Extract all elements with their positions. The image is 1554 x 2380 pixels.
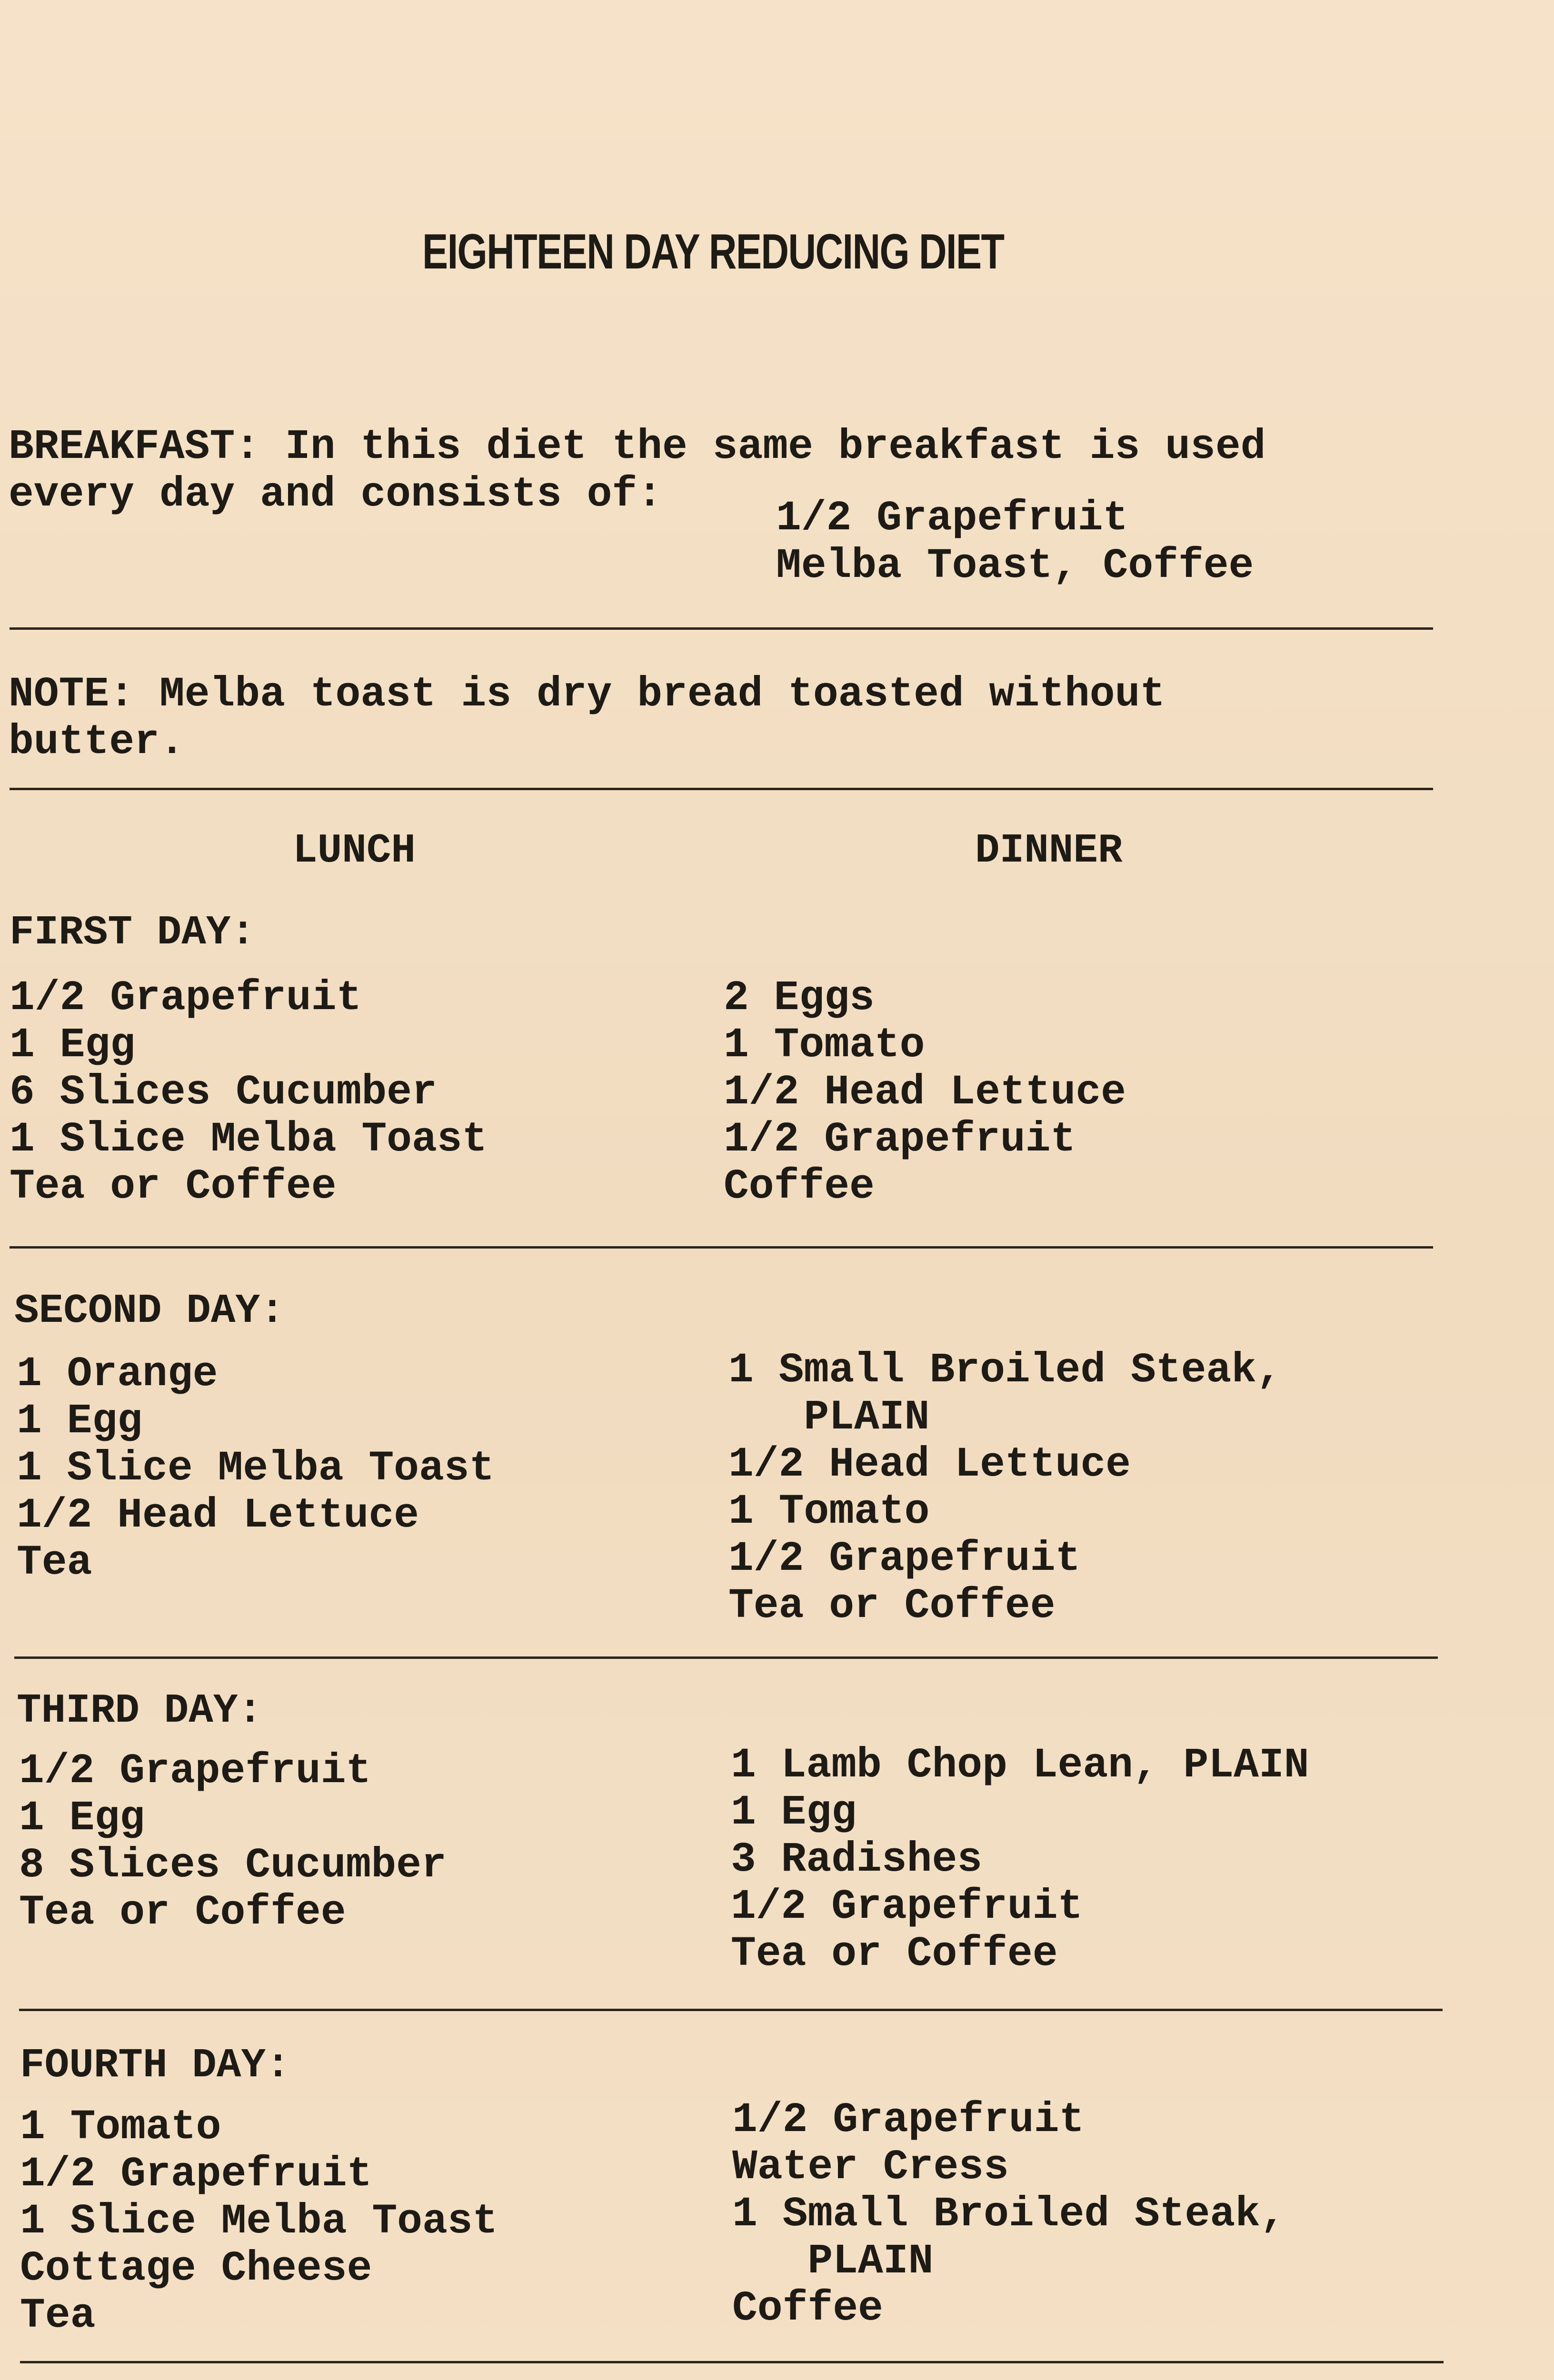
breakfast-item: Melba Toast, Coffee bbox=[776, 543, 1254, 590]
list-item: 1 Tomato bbox=[724, 1022, 925, 1069]
list-item: 1/2 Head Lettuce bbox=[728, 1441, 1131, 1488]
divider bbox=[14, 1656, 1438, 1659]
list-item: PLAIN bbox=[728, 1394, 930, 1441]
list-item: 1/2 Grapefruit bbox=[724, 1116, 1076, 1163]
dinner-list bbox=[724, 975, 1126, 1210]
day-title: FIRST DAY: bbox=[10, 909, 256, 956]
list-item: 1/2 Grapefruit bbox=[10, 975, 362, 1022]
list-item: Cottage Cheese bbox=[20, 2245, 372, 2292]
list-item: PLAIN bbox=[732, 2238, 934, 2285]
list-item: 1 Slice Melba Toast bbox=[20, 2198, 498, 2245]
list-item: 1 Egg bbox=[19, 1795, 145, 1842]
list-item: 1 Egg bbox=[17, 1398, 143, 1445]
list-item: Tea or Coffee bbox=[19, 1889, 346, 1936]
list-item: Coffee bbox=[724, 1163, 875, 1210]
dinner-list bbox=[732, 2097, 1285, 2332]
list-item: 1 Small Broiled Steak, bbox=[732, 2191, 1285, 2238]
list-item: Tea or Coffee bbox=[728, 1583, 1056, 1630]
list-item: Tea or Coffee bbox=[10, 1163, 337, 1210]
day-title: FOURTH DAY: bbox=[20, 2042, 290, 2089]
list-item: 1/2 Head Lettuce bbox=[724, 1069, 1126, 1116]
divider bbox=[19, 2009, 1443, 2011]
list-item: 1 Tomato bbox=[20, 2104, 221, 2151]
list-item: 1/2 Grapefruit bbox=[728, 1536, 1081, 1583]
page-title: EIGHTEEN DAY REDUCING DIET bbox=[422, 224, 1004, 279]
divider bbox=[20, 2361, 1444, 2363]
dinner-list bbox=[728, 1347, 1282, 1630]
list-item: 1/2 Grapefruit bbox=[732, 2097, 1085, 2144]
list-item: 1 Slice Melba Toast bbox=[17, 1445, 495, 1492]
list-item: 8 Slices Cucumber bbox=[19, 1842, 447, 1889]
lunch-list bbox=[17, 1351, 494, 1587]
lunch-heading: LUNCH bbox=[293, 827, 416, 874]
list-item: Coffee bbox=[732, 2285, 883, 2332]
list-item: Tea bbox=[20, 2292, 96, 2340]
list-item: 2 Eggs bbox=[724, 975, 875, 1022]
list-item: Tea or Coffee bbox=[731, 1931, 1058, 1978]
note-line-2: butter. bbox=[9, 719, 185, 766]
lunch-list bbox=[20, 2104, 498, 2340]
day-title: THIRD DAY: bbox=[17, 1687, 263, 1734]
list-item: 1 Small Broiled Steak, bbox=[728, 1347, 1282, 1394]
divider bbox=[10, 1246, 1433, 1249]
list-item: 1/2 Head Lettuce bbox=[17, 1492, 419, 1539]
dinner-list bbox=[731, 1742, 1309, 1978]
list-item: Tea bbox=[17, 1539, 92, 1587]
list-item: 6 Slices Cucumber bbox=[10, 1069, 437, 1116]
list-item: 1/2 Grapefruit bbox=[731, 1884, 1083, 1931]
list-item: 3 Radishes bbox=[731, 1836, 983, 1884]
dinner-heading: DINNER bbox=[975, 827, 1123, 874]
list-item: 1/2 Grapefruit bbox=[20, 2151, 372, 2198]
note-line-1: NOTE: Melba toast is dry bread toasted without bbox=[9, 671, 1166, 718]
list-item: 1 Egg bbox=[731, 1789, 857, 1836]
list-item: 1 Egg bbox=[10, 1022, 136, 1069]
day-title: SECOND DAY: bbox=[14, 1288, 285, 1334]
divider bbox=[10, 627, 1433, 630]
divider bbox=[10, 788, 1433, 790]
list-item: 1 Slice Melba Toast bbox=[10, 1116, 488, 1163]
breakfast-line-1: BREAKFAST: In this diet the same breakfast is used bbox=[9, 424, 1266, 471]
list-item: 1 Orange bbox=[17, 1351, 218, 1398]
list-item: 1 Tomato bbox=[728, 1488, 930, 1536]
breakfast-item: 1/2 Grapefruit bbox=[776, 495, 1128, 542]
lunch-list bbox=[19, 1748, 447, 1936]
list-item: 1 Lamb Chop Lean, PLAIN bbox=[731, 1742, 1309, 1789]
lunch-list bbox=[10, 975, 487, 1210]
list-item: Water Cress bbox=[732, 2144, 1009, 2191]
list-item: 1/2 Grapefruit bbox=[19, 1748, 371, 1795]
breakfast-line-2: every day and consists of: bbox=[9, 471, 663, 518]
